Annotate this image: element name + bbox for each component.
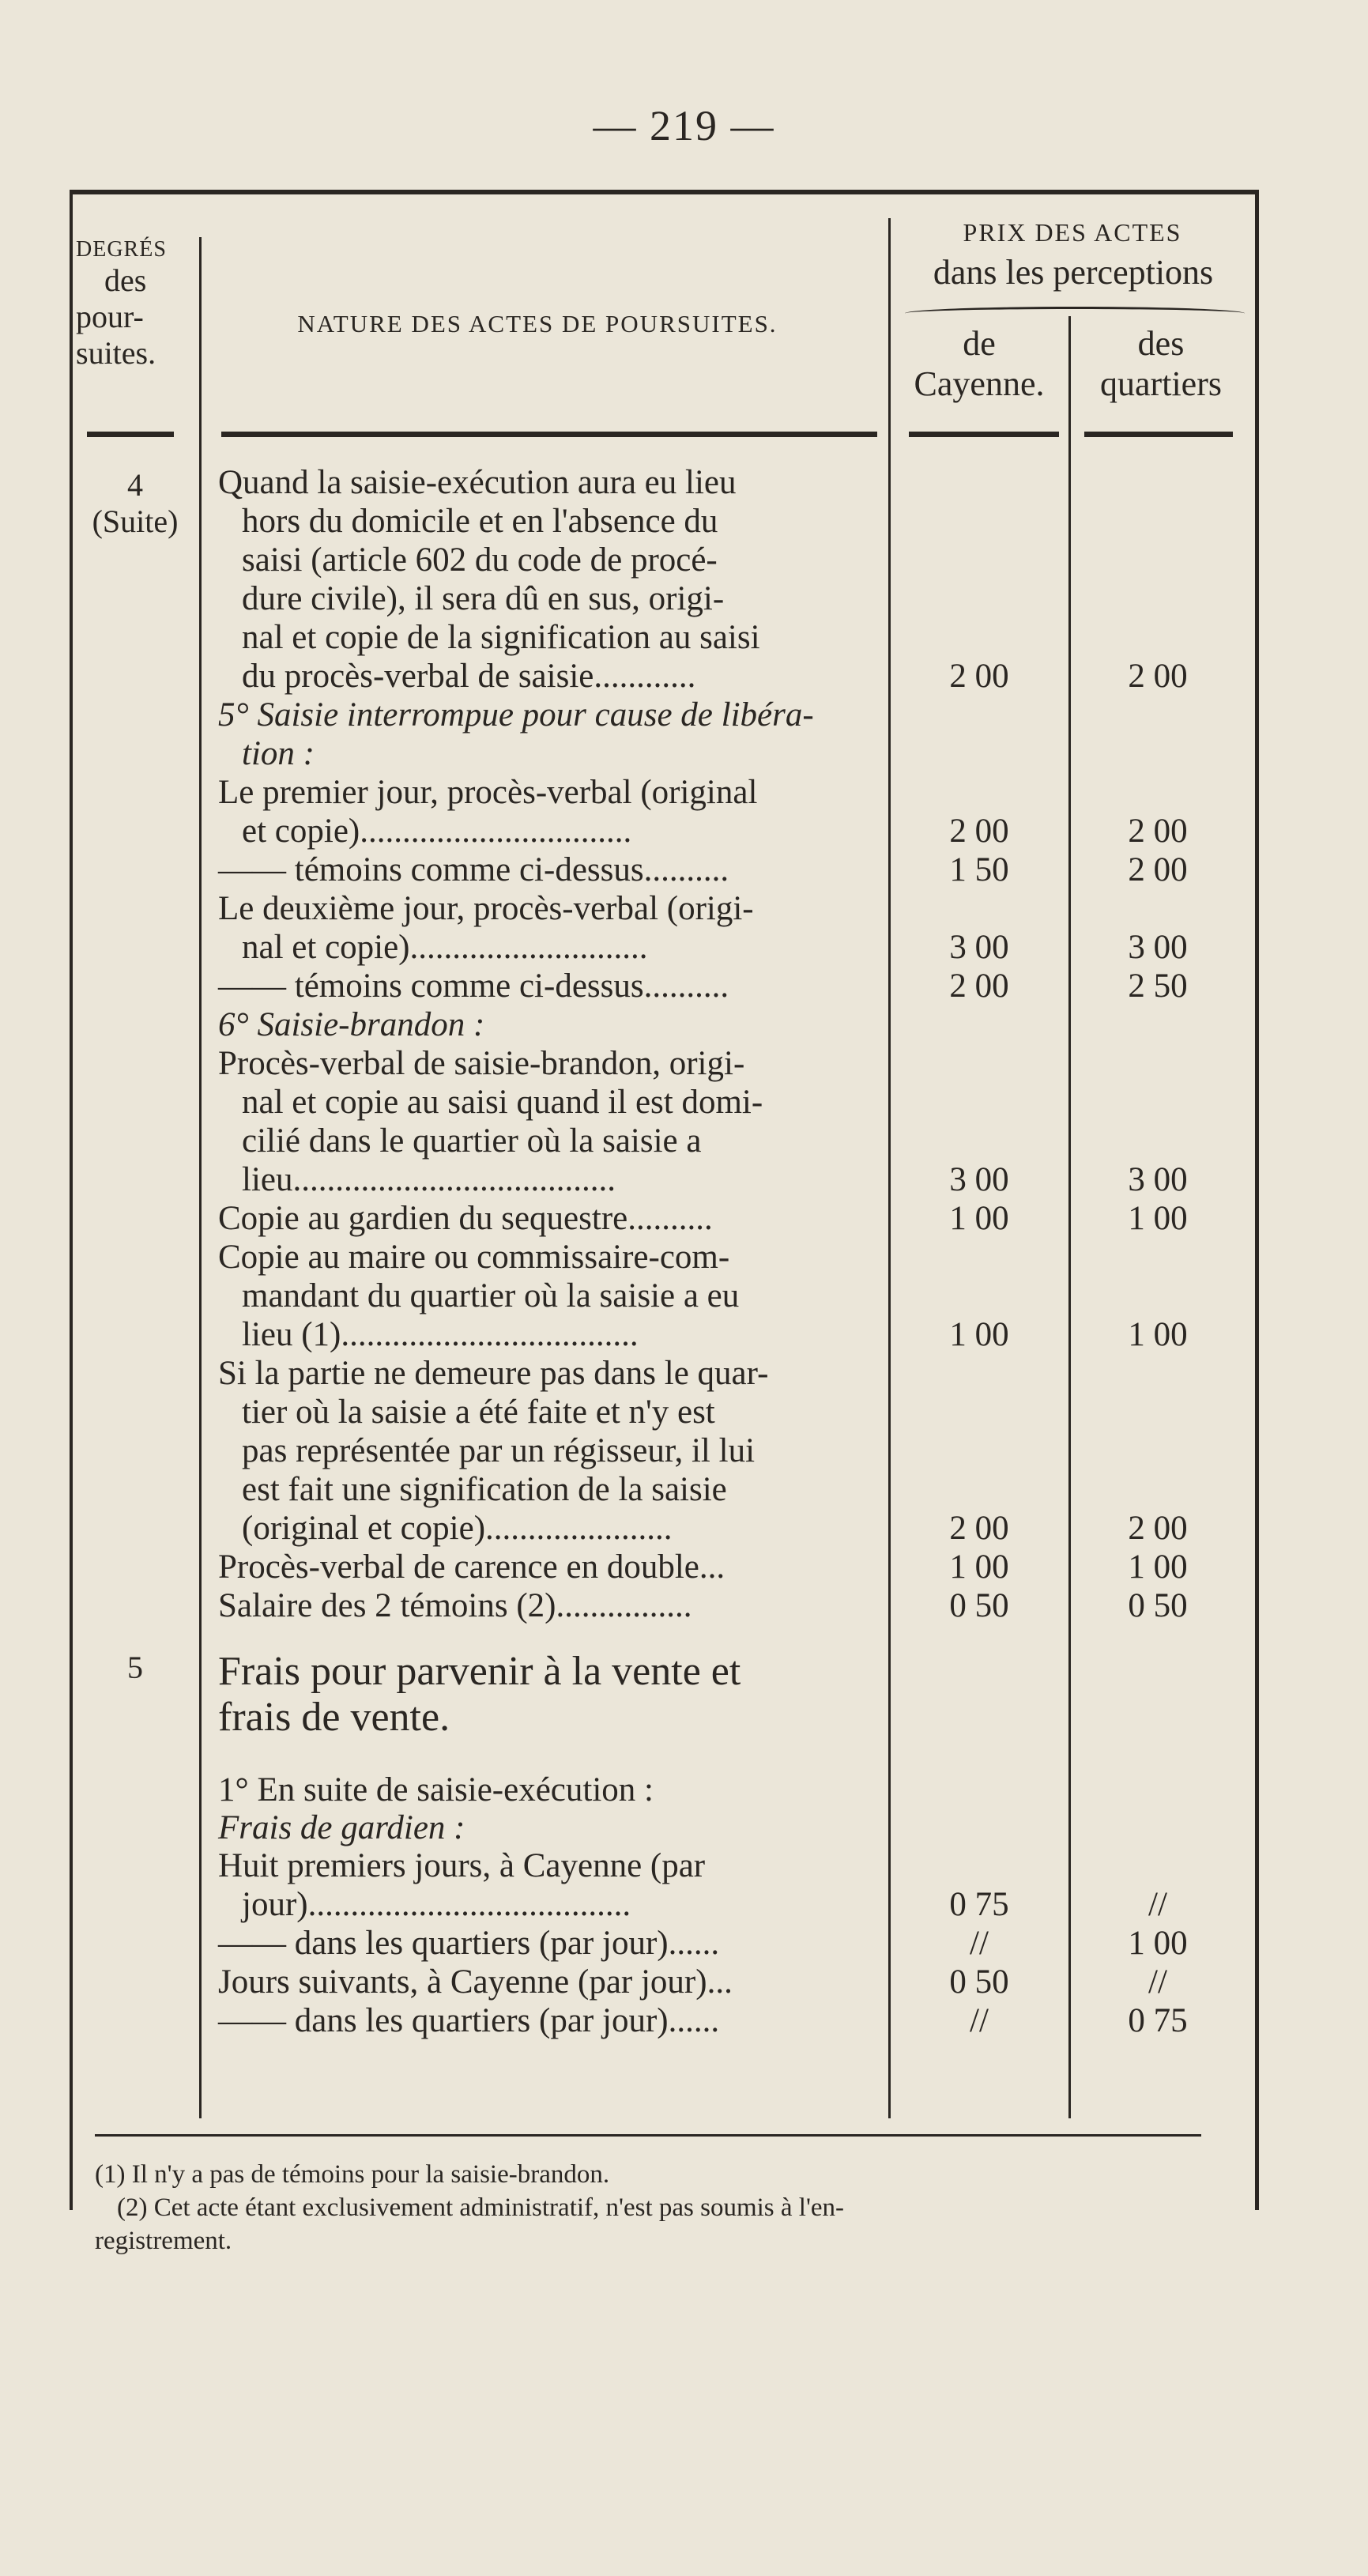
table-row [218,889,887,967]
footnote-2: (2) Cet acte étant exclusivement administratif, n'est pas soumis à l'en- [117,2193,845,2222]
price-cayenne: // [970,1925,989,1962]
table-row [218,1199,887,1238]
header-degres: DEGRÉS des pour- suites. [76,237,167,372]
row-text-line: est fait une signification de la saisie [242,1471,727,1508]
row-text-line: tion : [242,735,315,772]
row-text-line: lieu...................................... [242,1161,616,1198]
row-text-line: dure civile), il sera dû en sus, origi- [242,580,725,617]
price-quartiers: 3 00 [1128,1161,1188,1198]
row-text-line: —— dans les quartiers (par jour)...... [218,2002,720,2039]
row-text-line: saisi (article 602 du code de procé- [242,541,718,579]
row-text-line: du procès-verbal de saisie............ [242,658,696,695]
degree-4: 4 [127,467,143,503]
price-cayenne: // [970,2002,989,2039]
row-text-line: tier où la saisie a été faite et n'y est [242,1394,715,1431]
price-cayenne: 2 00 [949,813,1009,850]
price-quartiers: 2 00 [1128,658,1188,695]
table-row [218,1238,887,1354]
row-text-line: cilié dans le quartier où la saisie a [242,1122,702,1160]
price-cayenne: 3 00 [949,929,1009,966]
price-quartiers: 1 00 [1128,1548,1188,1586]
section5-sub1: 1° En suite de saisie-exécution : [218,1771,654,1808]
table-row [218,1586,887,1625]
row-text-line: —— témoins comme ci-dessus.......... [218,967,729,1005]
section5-title: Frais pour parvenir à la vente et frais de vente. [218,1649,741,1740]
header-rule-nature [221,432,877,437]
col-divider-prix [1068,316,1071,2118]
row-text-line: Jours suivants, à Cayenne (par jour)... [218,1963,733,2001]
header-rule-cayenne [909,432,1059,437]
table-row [218,1846,887,1924]
row-text-line: Si la partie ne demeure pas dans le quar- [218,1355,769,1392]
col-divider-degres [199,237,202,2118]
col-divider-nature [888,218,891,2118]
price-quartiers: 2 00 [1128,1510,1188,1547]
section5-sub2: Frais de gardien : [218,1809,465,1846]
table-row [218,463,887,696]
table-row [218,1354,887,1548]
header-rule-quartiers [1084,432,1233,437]
price-quartiers: // [1148,1886,1167,1923]
row-text-line: et copie)................................ [242,813,632,850]
table-row [218,1963,887,2001]
price-quartiers: 0 50 [1128,1587,1188,1624]
price-quartiers: 2 00 [1128,851,1188,888]
row-text-line: mandant du quartier où la saisie a eu [242,1277,740,1314]
table-row [218,696,887,773]
page-number: — 219 — [593,102,775,149]
row-text-line: Copie au gardien du sequestre.......... [218,1200,713,1237]
row-text-line: Le premier jour, procès-verbal (original [218,774,758,811]
row-text-line: nal et copie)............................ [242,929,648,966]
degree-5: 5 [127,1650,143,1685]
table-row [218,773,887,850]
price-quartiers: 2 50 [1128,967,1188,1005]
header-prix-sub: dans les perceptions [933,253,1214,292]
table-row [218,2001,887,2040]
price-cayenne: 1 00 [949,1548,1009,1586]
price-quartiers: // [1148,1963,1167,2001]
row-text-line: Le deuxième jour, procès-verbal (origi- [218,890,754,927]
row-text-line: (original et copie)...................... [242,1510,673,1547]
footnote-1: (1) Il n'y a pas de témoins pour la saisie-brandon. [95,2160,610,2189]
row-text-line: lieu (1)................................... [242,1316,639,1353]
table-row [218,1044,887,1199]
row-text-line: Quand la saisie-exécution aura eu lieu [218,464,737,501]
row-text-line: hors du domicile et en l'absence du [242,503,718,540]
row-text-line: Salaire des 2 témoins (2)................ [218,1587,692,1624]
price-quartiers: 1 00 [1128,1925,1188,1962]
header-rule-degres [87,432,174,437]
header-col-cayenne: de Cayenne. [914,324,1045,403]
price-cayenne: 2 00 [949,967,1009,1005]
price-cayenne: 0 50 [949,1963,1009,2001]
table-row [218,1548,887,1586]
price-cayenne: 3 00 [949,1161,1009,1198]
row-text-line: 6° Saisie-brandon : [218,1006,485,1043]
row-text-line: nal et copie de la signification au saisi [242,619,760,656]
row-text-line: 5° Saisie interrompue pour cause de libéra- [218,696,814,734]
price-cayenne: 2 00 [949,658,1009,695]
price-quartiers: 3 00 [1128,929,1188,966]
row-text-line: Huit premiers jours, à Cayenne (par [218,1847,706,1884]
price-cayenne: 0 50 [949,1587,1009,1624]
price-cayenne: 1 00 [949,1200,1009,1237]
footnotes [95,2158,1241,2257]
table-row [218,850,887,889]
degree-4-suite: (Suite) [92,504,179,539]
price-cayenne: 2 00 [949,1510,1009,1547]
row-text-line: Procès-verbal de saisie-brandon, origi- [218,1045,745,1082]
header-prix-title: PRIX DES ACTES [963,218,1182,247]
row-text-line: jour)...................................... [242,1886,631,1923]
price-quartiers: 1 00 [1128,1316,1188,1353]
price-cayenne: 1 00 [949,1316,1009,1353]
price-cayenne: 0 75 [949,1886,1009,1923]
price-quartiers: 1 00 [1128,1200,1188,1237]
table-row [218,1005,887,1044]
row-text-line: —— témoins comme ci-dessus.......... [218,851,729,888]
price-cayenne: 1 50 [949,851,1009,888]
row-text-line: pas représentée par un régisseur, il lui [242,1432,756,1469]
table-row [218,1924,887,1963]
price-quartiers: 0 75 [1128,2002,1188,2039]
footnote-2-cont: registrement. [95,2227,232,2255]
header-brace [905,307,1245,320]
row-text-line: nal et copie au saisi quand il est domi- [242,1084,763,1121]
table-row [218,967,887,1005]
price-quartiers: 2 00 [1128,813,1188,850]
header-col-quartiers: des quartiers [1100,324,1222,403]
row-text-line: —— dans les quartiers (par jour)...... [218,1925,720,1962]
row-text-line: Procès-verbal de carence en double... [218,1548,725,1586]
header-nature: NATURE DES ACTES DE POURSUITES. [297,310,778,338]
row-text-line: Copie au maire ou commissaire-com- [218,1239,730,1276]
table-bottom-rule [95,2134,1201,2137]
